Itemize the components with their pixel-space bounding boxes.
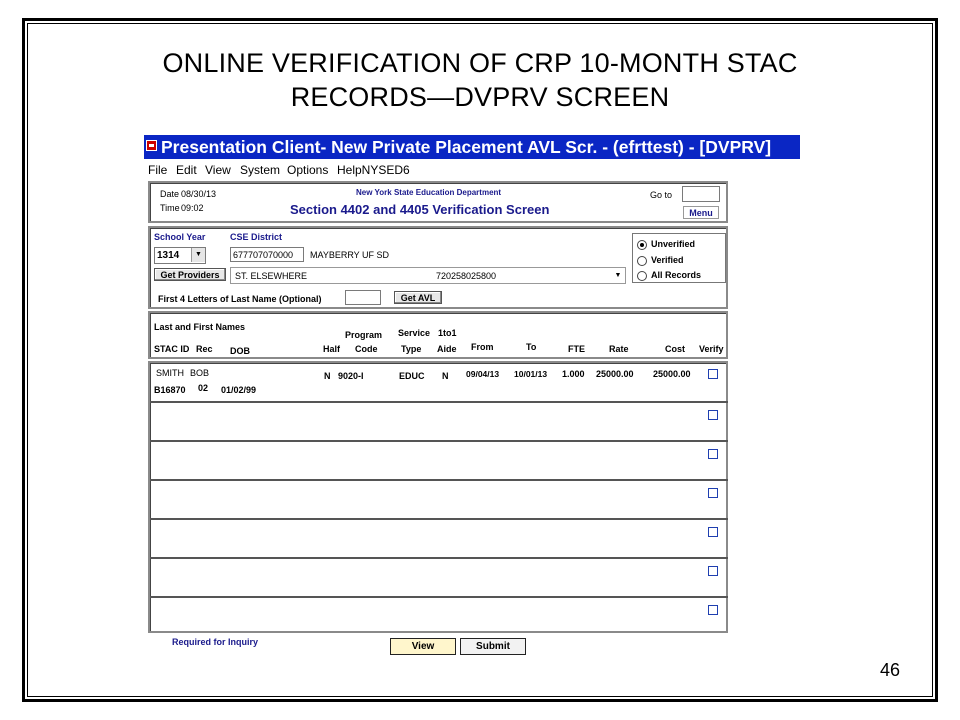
table-header-panel xyxy=(148,311,728,359)
filter-panel xyxy=(148,226,728,309)
verify-checkbox[interactable] xyxy=(708,527,718,537)
screen-title: Section 4402 and 4405 Verification Screen xyxy=(290,202,550,217)
col-rate-header: Rate xyxy=(609,344,629,354)
record-filter-radio-group xyxy=(632,233,726,283)
last-name-input[interactable] xyxy=(345,290,381,305)
page-number: 46 xyxy=(880,660,901,680)
radio-unverified-label: Unverified xyxy=(651,239,696,249)
provider-name: ST. ELSEWHERE xyxy=(235,271,308,281)
record-to: 10/01/13 xyxy=(514,369,548,379)
record-half: N xyxy=(324,371,331,381)
menu-view[interactable]: View xyxy=(205,163,231,177)
menu-button[interactable]: Menu xyxy=(683,206,719,219)
record-cost: 25000.00 xyxy=(653,369,691,379)
col-aide-header-top: 1to1 xyxy=(438,328,457,338)
verify-checkbox[interactable] xyxy=(708,488,718,498)
school-year-value: 1314 xyxy=(157,250,180,261)
record-stac-id: B16870 xyxy=(154,385,186,395)
menu-help[interactable]: HelpNYSED6 xyxy=(337,163,410,177)
col-to-header: To xyxy=(526,342,537,352)
date-label: Date xyxy=(160,189,180,199)
radio-icon xyxy=(637,256,647,266)
record-first-name: BOB xyxy=(190,368,210,378)
cse-district-label: CSE District xyxy=(230,232,283,242)
col-half-header: Half xyxy=(323,344,341,354)
radio-checked-icon xyxy=(637,240,647,250)
record-rec: 02 xyxy=(198,383,209,393)
menu-system[interactable]: System xyxy=(240,163,281,177)
radio-all-records-label: All Records xyxy=(651,270,702,280)
slide-title-line1: ONLINE VERIFICATION OF CRP 10-MONTH STAC xyxy=(162,48,798,78)
col-stac-id-header: STAC ID xyxy=(154,344,190,354)
table-row xyxy=(150,363,728,403)
verify-checkbox[interactable] xyxy=(708,449,718,459)
radio-icon xyxy=(637,271,647,281)
get-avl-button[interactable]: Get AVL xyxy=(394,291,442,304)
view-button[interactable]: View xyxy=(390,638,456,655)
table-row xyxy=(150,519,728,559)
time-label: Time xyxy=(160,203,180,213)
verify-checkbox[interactable] xyxy=(708,369,718,379)
col-cost-header: Cost xyxy=(665,344,685,354)
required-for-inquiry-label: Required for Inquiry xyxy=(172,637,259,647)
col-program-header-bottom: Code xyxy=(355,344,378,354)
slide-title-line2: RECORDS—DVPRV SCREEN xyxy=(290,82,670,112)
col-rec-header: Rec xyxy=(196,344,213,354)
verify-checkbox[interactable] xyxy=(708,605,718,615)
verify-checkbox[interactable] xyxy=(708,410,718,420)
record-dob: 01/02/99 xyxy=(221,385,257,395)
menu-options[interactable]: Options xyxy=(287,163,329,177)
col-verify-header: Verify xyxy=(699,344,724,354)
col-aide-header-bottom: Aide xyxy=(437,344,457,354)
col-from-header: From xyxy=(471,342,494,352)
col-service-header-bottom: Type xyxy=(401,344,422,354)
district-name: MAYBERRY UF SD xyxy=(310,250,390,260)
records-table xyxy=(148,361,728,633)
radio-unverified[interactable] xyxy=(637,239,725,251)
table-row xyxy=(150,441,728,481)
table-row xyxy=(150,597,728,637)
last-name-label: First 4 Letters of Last Name (Optional) xyxy=(158,294,322,304)
chevron-down-icon[interactable]: ▼ xyxy=(191,248,205,262)
col-fte-header: FTE xyxy=(568,344,585,354)
window-title: Presentation Client- New Private Placement AVL Scr. - (efrttest) - [DVPRV] xyxy=(161,137,772,157)
table-row xyxy=(150,480,728,520)
date-value: 08/30/13 xyxy=(181,189,217,199)
school-year-label: School Year xyxy=(154,232,206,242)
get-providers-button[interactable]: Get Providers xyxy=(154,268,226,281)
record-rate: 25000.00 xyxy=(596,369,634,379)
time-value: 09:02 xyxy=(181,203,204,213)
provider-code: 720258025800 xyxy=(436,271,497,281)
col-dob-header: DOB xyxy=(230,346,250,356)
slide-title xyxy=(30,46,930,114)
school-year-select[interactable] xyxy=(154,247,206,264)
verify-checkbox[interactable] xyxy=(708,566,718,576)
record-service-type: EDUC xyxy=(399,371,425,381)
menu-file[interactable]: File xyxy=(148,163,168,177)
menu-edit[interactable]: Edit xyxy=(176,163,197,177)
table-row xyxy=(150,558,728,598)
table-row xyxy=(150,402,728,442)
window-titlebar xyxy=(144,135,800,159)
record-fte: 1.000 xyxy=(562,369,585,379)
record-last-name: SMITH xyxy=(156,368,184,378)
goto-label: Go to xyxy=(650,190,673,200)
col-names-header: Last and First Names xyxy=(154,322,246,332)
radio-verified-label: Verified xyxy=(651,255,684,265)
record-program-code: 9020-I xyxy=(338,371,364,381)
provider-select[interactable] xyxy=(230,267,626,284)
radio-all-records[interactable] xyxy=(637,270,725,282)
app-window xyxy=(144,135,800,681)
col-service-header-top: Service xyxy=(398,328,431,338)
chevron-down-icon[interactable]: ▼ xyxy=(611,269,625,283)
district-code-input[interactable]: 677707070000 xyxy=(230,247,304,262)
goto-input[interactable] xyxy=(682,186,720,202)
submit-button[interactable]: Submit xyxy=(460,638,526,655)
department-name: New York State Education Department xyxy=(356,188,502,197)
record-aide: N xyxy=(442,371,449,381)
col-program-header-top: Program xyxy=(345,330,383,340)
app-icon xyxy=(146,140,157,151)
header-panel xyxy=(148,181,728,223)
record-from: 09/04/13 xyxy=(466,369,500,379)
radio-verified[interactable] xyxy=(637,255,725,267)
